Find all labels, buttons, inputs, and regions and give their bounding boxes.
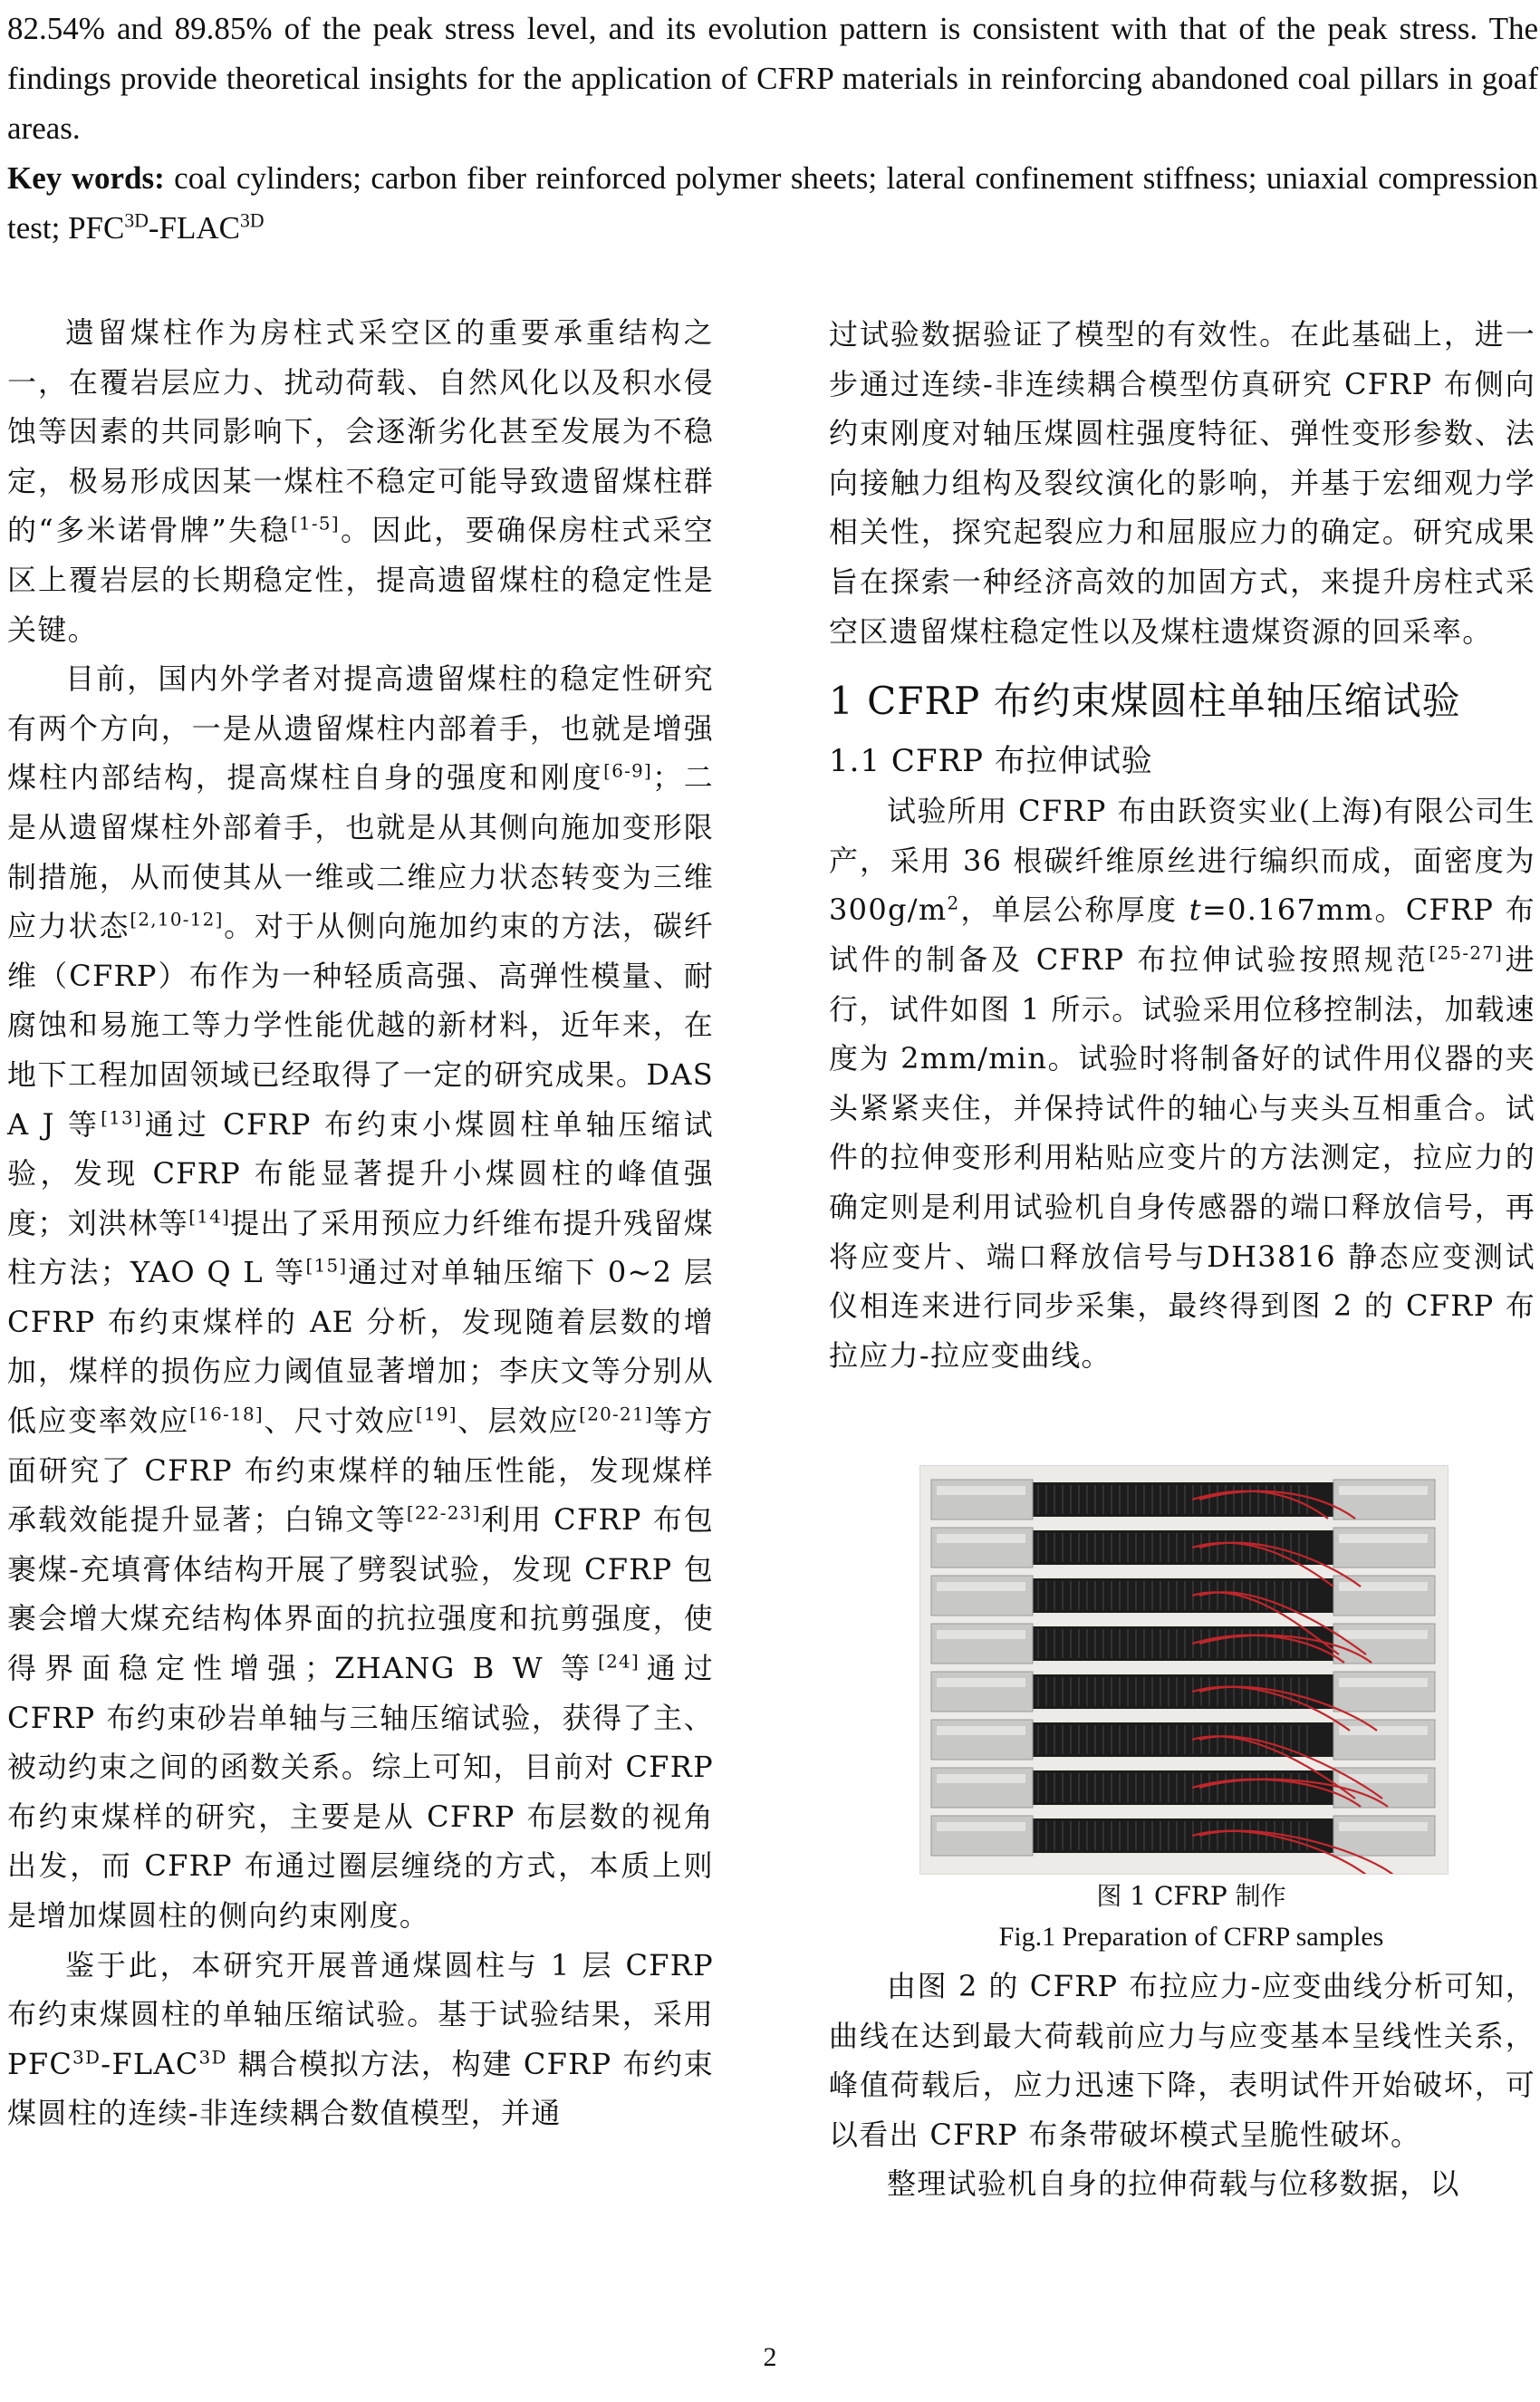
text-run: 利用 CFRP 布包裹煤-充填膏体结构开展了劈裂试验，发现 CFRP 包裹会增大煤充结构体界面的抗拉强度和抗剪强度，使得界面稳定性增强；ZHANG B W 等: [7, 1502, 714, 1686]
superscript: 3D: [198, 2047, 227, 2069]
section-heading: 1 CFRP 布约束煤圆柱单轴压缩试验: [829, 679, 1461, 724]
text-run: 通过对单轴压缩下 0~2 层 CFRP 布约束煤样的 AE 分析，发现随着层数的增加，煤样的损伤应力阈值显著增加；李庆文等分别从低应变率效应: [7, 1255, 714, 1439]
tab-highlight: [1339, 1630, 1428, 1639]
tab-highlight: [1339, 1582, 1428, 1591]
text-run: 通过 CFRP 布约束小煤圆柱单轴压缩试验，发现 CFRP 布能显著提升小煤圆柱的峰值强度；刘洪林等: [7, 1106, 714, 1240]
tab-highlight: [937, 1486, 1025, 1495]
tab-highlight: [1339, 1534, 1428, 1543]
superscript: 2: [947, 892, 960, 914]
paragraph: [7, 308, 714, 654]
aluminum-tab: [931, 1480, 1033, 1519]
abstract-text: 82.54% and 89.85% of the peak stress level, and its evolution pattern is consistent with that of the peak stress. The findings provide theoretical insights for the application of CFRP materials in reinforcing abandoned coal pillars in goaf areas.: [7, 11, 1538, 146]
right-column: [829, 310, 1535, 1380]
tab-highlight: [937, 1582, 1025, 1591]
page-number: 2: [763, 2342, 777, 2372]
text-run: 遗留煤柱作为房柱式采空区的重要承重结构之一，在覆岩层应力、扰动荷载、自然风化以及积水侵蚀等因素的共同影响下，会逐渐劣化甚至发展为不稳定，极易形成因某一煤柱不稳定可能导致遗留煤柱群的“多米诺骨牌”失稳: [7, 315, 714, 548]
paragraph: 整理试验机自身的拉伸荷载与位移数据，以: [887, 2166, 1460, 2202]
paragraph: [829, 786, 1535, 1380]
text-run: 。因此，要确保房柱式采空区上覆岩层的长期稳定性，提高遗留煤柱的稳定性是关键。: [7, 513, 714, 647]
aluminum-tab: [931, 1720, 1033, 1760]
aluminum-tab: [931, 1624, 1033, 1664]
citation: [14]: [188, 1206, 231, 1228]
paragraph: 过试验数据验证了模型的有效性。在此基础上，进一步通过连续-非连续耦合模型仿真研究 CFRP 布侧向约束刚度对轴压煤圆柱强度特征、弹性变形参数、法向接触力组构及裂纹演化的影响，并基于宏细观力学相关性，探究起裂应力和屈服应力的确定。研究成果旨在探索一种经济高效的加固方式，来提升房柱式采空区遗留煤柱稳定性以及煤柱遗煤资源的回采率。: [829, 317, 1535, 649]
left-column: [7, 308, 714, 2138]
italic-symbol: t: [1189, 892, 1202, 928]
tab-highlight: [937, 1774, 1025, 1783]
text-run: 试验所用 CFRP 布由跃资实业(上海)有限公司生产，采用 36 根碳纤维原丝进行编织而成，面密度为 300g/m: [829, 794, 1535, 928]
text-run: ；二是从遗留煤柱外部着手，也就是从其侧向施加变形限制措施，从而使其从一维或二维应力状态转变为三维应力状态: [7, 760, 715, 944]
text-run: 、层效应: [457, 1404, 580, 1439]
tab-highlight: [1339, 1726, 1428, 1735]
text-run: 目前，国内外学者对提高遗留煤柱的稳定性研究有两个方向，一是从遗留煤柱内部着手，也就是增强煤柱内部结构，提高煤柱自身的强度和刚度: [7, 661, 714, 796]
paragraph: [7, 1941, 714, 2138]
keywords-text: coal cylinders; carbon fiber reinforced polymer sheets; lateral confinement stiffness; uniaxial compression test; PFC: [7, 160, 1539, 246]
text-run: -FLAC: [101, 2046, 199, 2081]
aluminum-tab: [931, 1528, 1033, 1568]
paragraph: 由图 2 的 CFRP 布拉应力-应变曲线分析可知，曲线在达到最大荷载前应力与应变基本呈线性关系，峰值荷载后，应力迅速下降，表明试件开始破坏，可以看出 CFRP 布条带破坏模式呈脆性破坏。: [829, 1969, 1535, 2152]
text-run: 提出了采用预应力纤维布提升残留煤柱方法；YAO Q L 等: [7, 1205, 714, 1290]
abstract-tail: [7, 4, 1538, 253]
keywords-label: Key words:: [7, 160, 165, 196]
tab-highlight: [937, 1630, 1025, 1639]
superscript: 3D: [72, 2047, 101, 2069]
citation: [25-27]: [1429, 942, 1504, 964]
aluminum-tab: [1333, 1672, 1435, 1712]
citation: [1-5]: [290, 513, 340, 535]
citation: [22-23]: [406, 1502, 481, 1524]
subsection-heading: 1.1 CFRP 布拉伸试验: [829, 743, 1153, 780]
citation: [15]: [305, 1255, 348, 1277]
citation: [19]: [415, 1404, 457, 1425]
figure-caption-en: Fig.1 Preparation of CFRP samples: [998, 1922, 1384, 1952]
keywords-text-2: -FLAC: [148, 210, 240, 246]
citation: [16-18]: [189, 1404, 264, 1425]
superscript: 3D: [124, 209, 149, 232]
text-run: 鉴于此，本研究开展普通煤圆柱与 1 层 CFRP 布约束煤圆柱的单轴压缩试验。基于试验结果，采用 PFC: [7, 1947, 714, 2081]
citation: [13]: [101, 1106, 142, 1128]
aluminum-tab: [931, 1576, 1033, 1616]
aluminum-tab: [1333, 1816, 1435, 1856]
aluminum-tab: [931, 1768, 1033, 1808]
text-run: ，单层公称厚度: [959, 892, 1189, 928]
cfrp-strips-illustration: [920, 1466, 1448, 1874]
citation: [6-9]: [603, 760, 653, 782]
aluminum-tab: [1333, 1528, 1435, 1568]
text-run: 通过 CFRP 布约束砂岩单轴与三轴压缩试验，获得了主、被动约束之间的函数关系。综上可知，目前对 CFRP 布约束煤样的研究，主要是从 CFRP 布层数的视角出发，而 CFRP 布通过圈层缠绕的方式，本质上则是增加煤圆柱的侧向约束刚度。: [7, 1651, 714, 1933]
paragraph: [7, 654, 714, 1940]
citation: [24]: [598, 1651, 640, 1673]
aluminum-tab: [931, 1816, 1033, 1856]
text-run: 进行，试件如图 1 所示。试验采用位移控制法，加载速度为 2mm/min。试验时将制备好的试件用仪器的夹头紧紧夹住，并保持试件的轴心与夹头互相重合。试件的拉伸变形利用粘贴应变片的方法测定，拉应力的确定则是利用试验机自身传感器的端口释放信号，再将应变片、端口释放信号与DH3816 静态应变测试仪相连来进行同步采集，最终得到图 2 的 CFRP 布拉应力-拉应变曲线。: [829, 941, 1535, 1373]
right-column-continued: [829, 1962, 1535, 2209]
cfrp-sample-photo: [919, 1465, 1449, 1875]
tab-highlight: [1339, 1486, 1428, 1495]
tab-highlight: [1339, 1822, 1428, 1831]
aluminum-tab: [1333, 1768, 1435, 1808]
tab-highlight: [937, 1822, 1025, 1831]
text-run: 、尺寸效应: [263, 1404, 416, 1439]
keywords: [7, 153, 1538, 253]
aluminum-tab: [1333, 1576, 1435, 1616]
text-run: =0.167mm。CFRP 布试件的制备及 CFRP 布拉伸试验按照规范: [829, 892, 1535, 977]
tab-highlight: [937, 1678, 1025, 1687]
aluminum-tab: [1333, 1624, 1435, 1664]
aluminum-tab: [1333, 1720, 1435, 1760]
citation: [2,10-12]: [130, 909, 224, 931]
figure-caption-cn: 图 1 CFRP 制作: [1096, 1881, 1286, 1911]
tab-highlight: [1339, 1678, 1428, 1687]
tab-highlight: [937, 1726, 1025, 1735]
text-run: 等方面研究了 CFRP 布约束煤样的轴压性能，发现煤样承载效能提升显著；白锦文等: [7, 1404, 714, 1538]
tab-highlight: [937, 1534, 1025, 1543]
text-run: 耦合模拟方法，构建 CFRP 布约束煤圆柱的连续-非连续耦合数值模型，并通: [7, 2046, 714, 2131]
text-run: 。对于从侧向施加约束的方法，碳纤维（CFRP）布作为一种轻质高强、高弹性模量、耐腐蚀和易施工等力学性能优越的新材料，近年来，在地下工程加固领域已经取得了一定的研究成果。DAS A J 等: [7, 909, 715, 1142]
citation: [20-21]: [579, 1404, 653, 1425]
superscript: 3D: [240, 209, 265, 232]
aluminum-tab: [931, 1672, 1033, 1712]
